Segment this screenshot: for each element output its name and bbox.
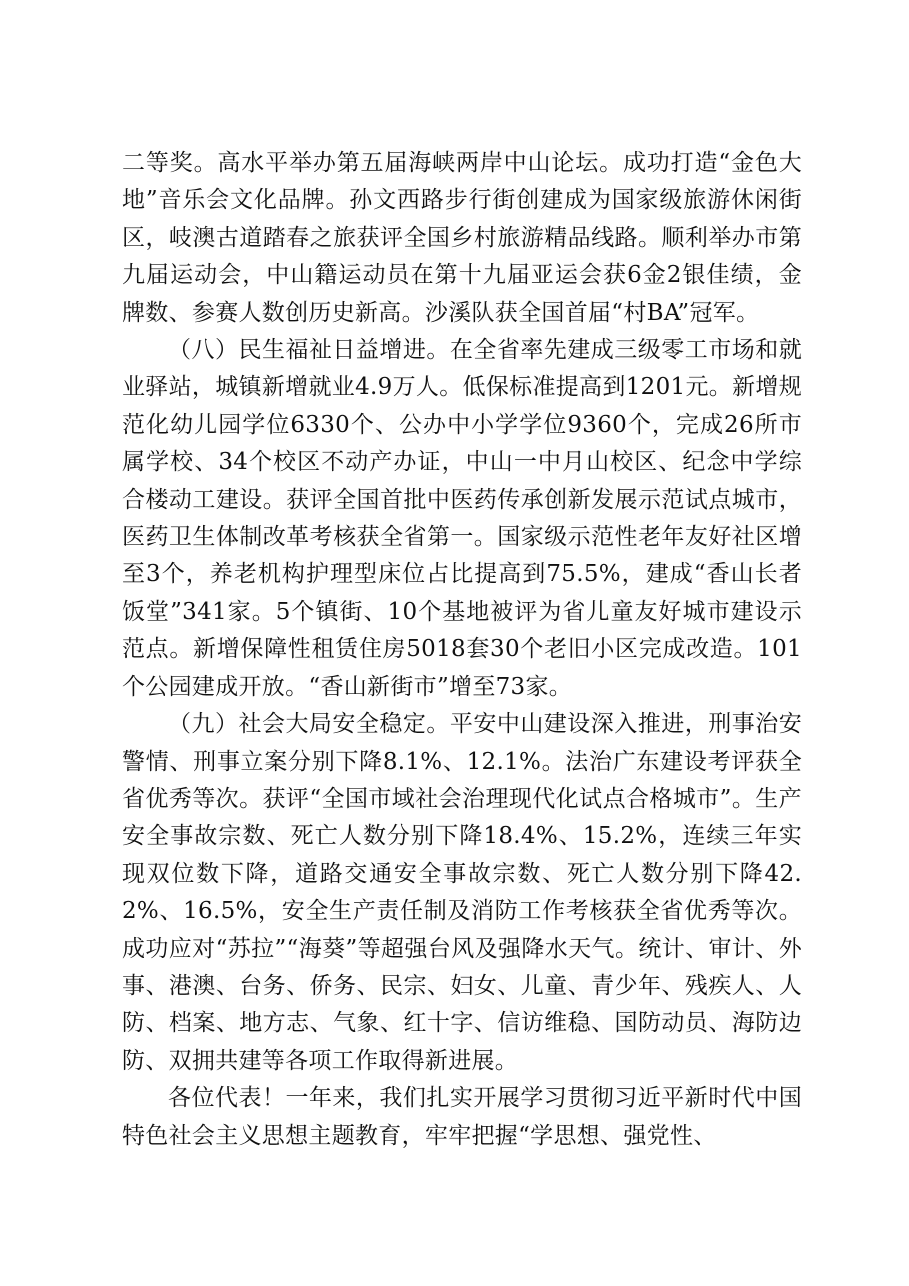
paragraph-social-stability: （九）社会大局安全稳定。平安中山建设深入推进，刑事治安警情、刑事立案分别下降8.1%、12.1%。法治广东建设考评获全省优秀等次。获评“全国市域社会治理现代化试点合格城市”。生产安全事故宗数、死亡人数分别下降18.4%、15.2%，连续三年实现双位数下降，道路交通安全事故宗数、死亡人数分别下降42.2%、16.5%，安全生产责任制及消防工作考核获全省优秀等次。成功应对“苏拉”“海葵”等超强台风及强降水天气。统计、审计、外事、港澳、台务、侨务、民宗、妇女、儿童、青少年、残疾人、人防、档案、地方志、气象、红十字、信访维稳、国防动员、海防边防、双拥共建等各项工作取得新进展。 <box>122 711 802 1074</box>
paragraph-awards-culture: 二等奖。高水平举办第五届海峡两岸中山论坛。成功打造“金色大地”音乐会文化品牌。孙文西路步行街创建成为国家级旅游休闲街区，岐澳古道踏春之旅获评全国乡村旅游精品线路。顺利举办市第九届运动会，中山籍运动员在第十九届亚运会获6金2银佳绩，金牌数、参赛人数创历史新高。沙溪队获全国首届“村BA”冠军。 <box>122 150 802 326</box>
paragraph-address-delegates: 各位代表！一年来，我们扎实开展学习贯彻习近平新时代中国特色社会主义思想主题教育，牢牢把握“学思想、强党性、 <box>122 1085 802 1149</box>
paragraph-livelihood: （八）民生福祉日益增进。在全省率先建成三级零工市场和就业驿站，城镇新增就业4.9万人。低保标准提高到1201元。新增规范化幼儿园学位6330个、公办中小学学位9360个，完成26所市属学校、34个校区不动产办证，中山一中月山校区、纪念中学综合楼动工建设。获评全国首批中医药传承创新发展示范试点城市，医药卫生体制改革考核获全省第一。国家级示范性老年友好社区增至3个，养老机构护理型床位占比提高到75.5%，建成“香山长者饭堂”341家。5个镇街、10个基地被评为省儿童友好城市建设示范点。新增保障性租赁住房5018套30个老旧小区完成改造。101个公园建成开放。“香山新街市”增至73家。 <box>122 337 802 700</box>
document-body <box>122 145 802 1155</box>
